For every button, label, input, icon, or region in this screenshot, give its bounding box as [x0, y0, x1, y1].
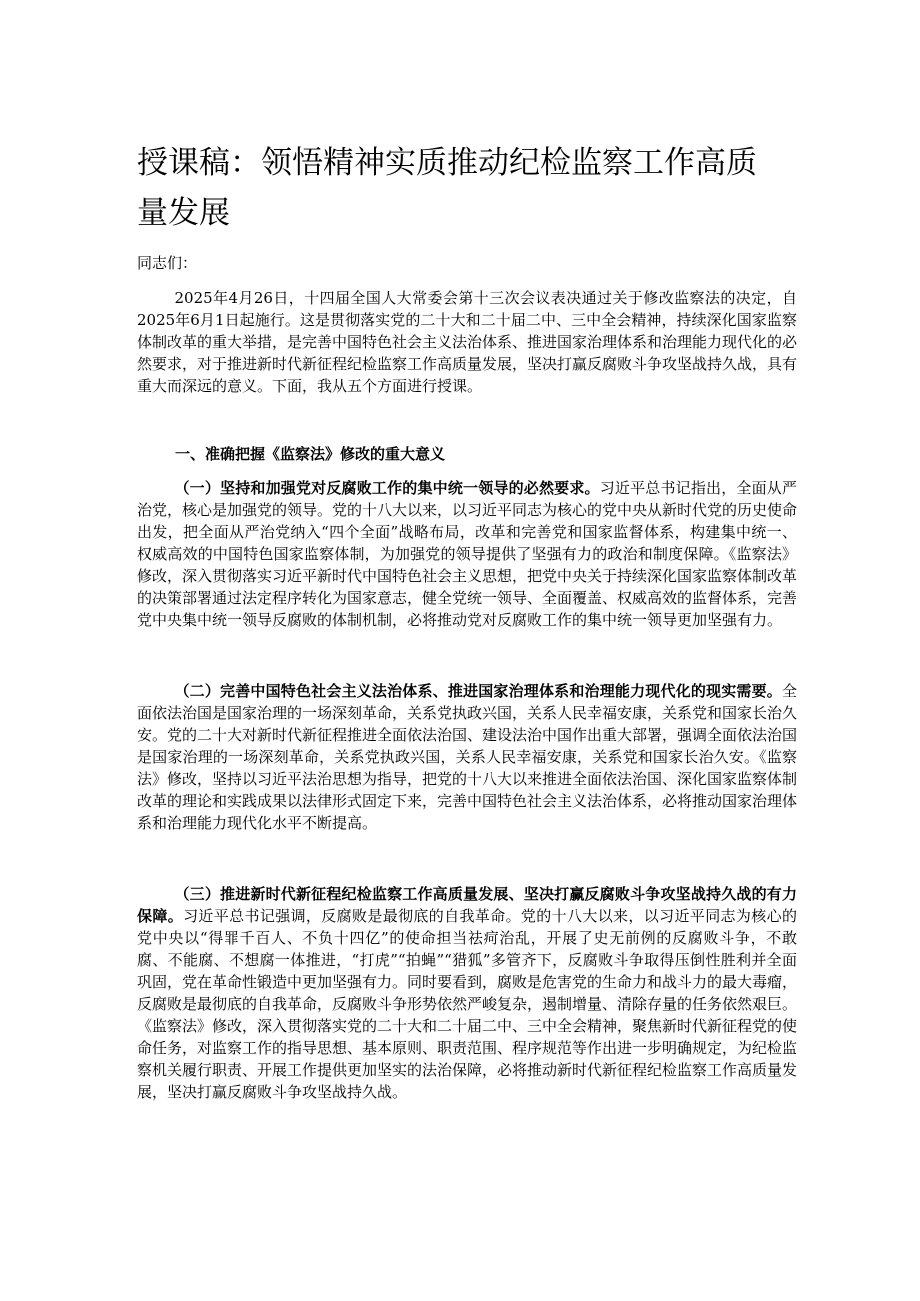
- paragraph-3-body: 习近平总书记强调，反腐败是最彻底的自我革命。党的十八大以来，以习近平同志为核心的党中央以“得罪千百人、不负十四亿”的使命担当祛疴治乱，开展了史无前例的反腐败斗争，不敢腐、不能腐、不想腐一体推进，“打虎”“拍蝇”“猎狐”多管齐下，反腐败斗争取得压倒性胜利并全面巩固，党在革命性锻造中更加坚强有力。同时要看到，腐败是危害党的生命力和战斗力的最大毒瘤，反腐败是最彻底的自我革命，反腐败斗争形势依然严峻复杂，遏制增量、清除存量的任务依然艰巨。《监察法》修改，深入贯彻落实党的二十大和二十届二中、三中全会精神，聚焦新时代新征程党的使命任务，对监察工作的指导思想、基本原则、职责范围、程序规范等作出进一步明确规定，为纪检监察机关履行职责、开展工作提供更加坚实的法治保障，必将推动新时代新征程纪检监察工作高质量发展，坚决打赢反腐败斗争攻坚战持久战。: [137, 907, 798, 1101]
- intro-paragraph: 2025年4月26日，十四届全国人大常委会第十三次会议表决通过关于修改监察法的决定，自2025年6月1日起施行。这是贯彻落实党的二十大和二十届二中、三中全会精神，持续深化国家监察体制改革的重大举措，是完善中国特色社会主义法治体系、推进国家治理体系和治理能力现代化的必然要求，对于推进新时代新征程纪检监察工作高质量发展，坚决打赢反腐败斗争攻坚战持久战，具有重大而深远的意义。下面，我从五个方面进行授课。: [137, 289, 798, 395]
- paragraph-3-lead: （三）推进新时代新征程纪检监察工作高质量发展、坚决打赢反腐败斗争攻坚战持久战的有力保障。: [137, 885, 797, 925]
- paragraph-3: [137, 883, 797, 1103]
- paragraph-2: [137, 680, 797, 834]
- section-heading-1: 一、准确把握《监察法》修改的重大意义: [175, 445, 446, 463]
- greeting: 同志们：: [137, 254, 198, 272]
- paragraph-1-body: 习近平总书记指出，全面从严治党，核心是加强党的领导。党的十八大以来，以习近平同志为核心的党中央从新时代党的历史使命出发，把全面从严治党纳入“四个全面”战略布局，改革和完善党和国家监督体系，构建集中统一、权威高效的中国特色国家监察体制，为加强党的领导提供了坚强有力的政治和制度保障。《监察法》修改，深入贯彻落实习近平新时代中国特色社会主义思想，把党中央关于持续深化国家监察体制改革的决策部署通过法定程序转化为国家意志，健全党统一领导、全面覆盖、权威高效的监督体系，完善党中央集中统一领导反腐败的体制机制，必将推动党对反腐败工作的集中统一领导更加坚强有力。: [137, 479, 798, 629]
- document-title: 授课稿：领悟精神实质推动纪检监察工作高质量发展: [137, 145, 757, 231]
- paragraph-2-lead: （二）完善中国特色社会主义法治体系、推进国家治理体系和治理能力现代化的现实需要。: [174, 682, 782, 700]
- paragraph-2-body: 全面依法治国是国家治理的一场深刻革命，关系党执政兴国，关系人民幸福安康，关系党和国家长治久安。党的二十大对新时代新征程推进全面依法治国、建设法治中国作出重大部署，强调全面依法治国是国家治理的一场深刻革命，关系党执政兴国，关系人民幸福安康，关系党和国家长治久安。《监察法》修改，坚持以习近平法治思想为指导，把党的十八大以来推进全面依法治国、深化国家监察体制改革的理论和实践成果以法律形式固定下来，完善中国特色社会主义法治体系，必将推动国家治理体系和治理能力现代化水平不断提高。: [137, 682, 798, 832]
- paragraph-1: [137, 477, 797, 631]
- paragraph-1-lead: （一）坚持和加强党对反腐败工作的集中统一领导的必然要求。: [174, 479, 600, 497]
